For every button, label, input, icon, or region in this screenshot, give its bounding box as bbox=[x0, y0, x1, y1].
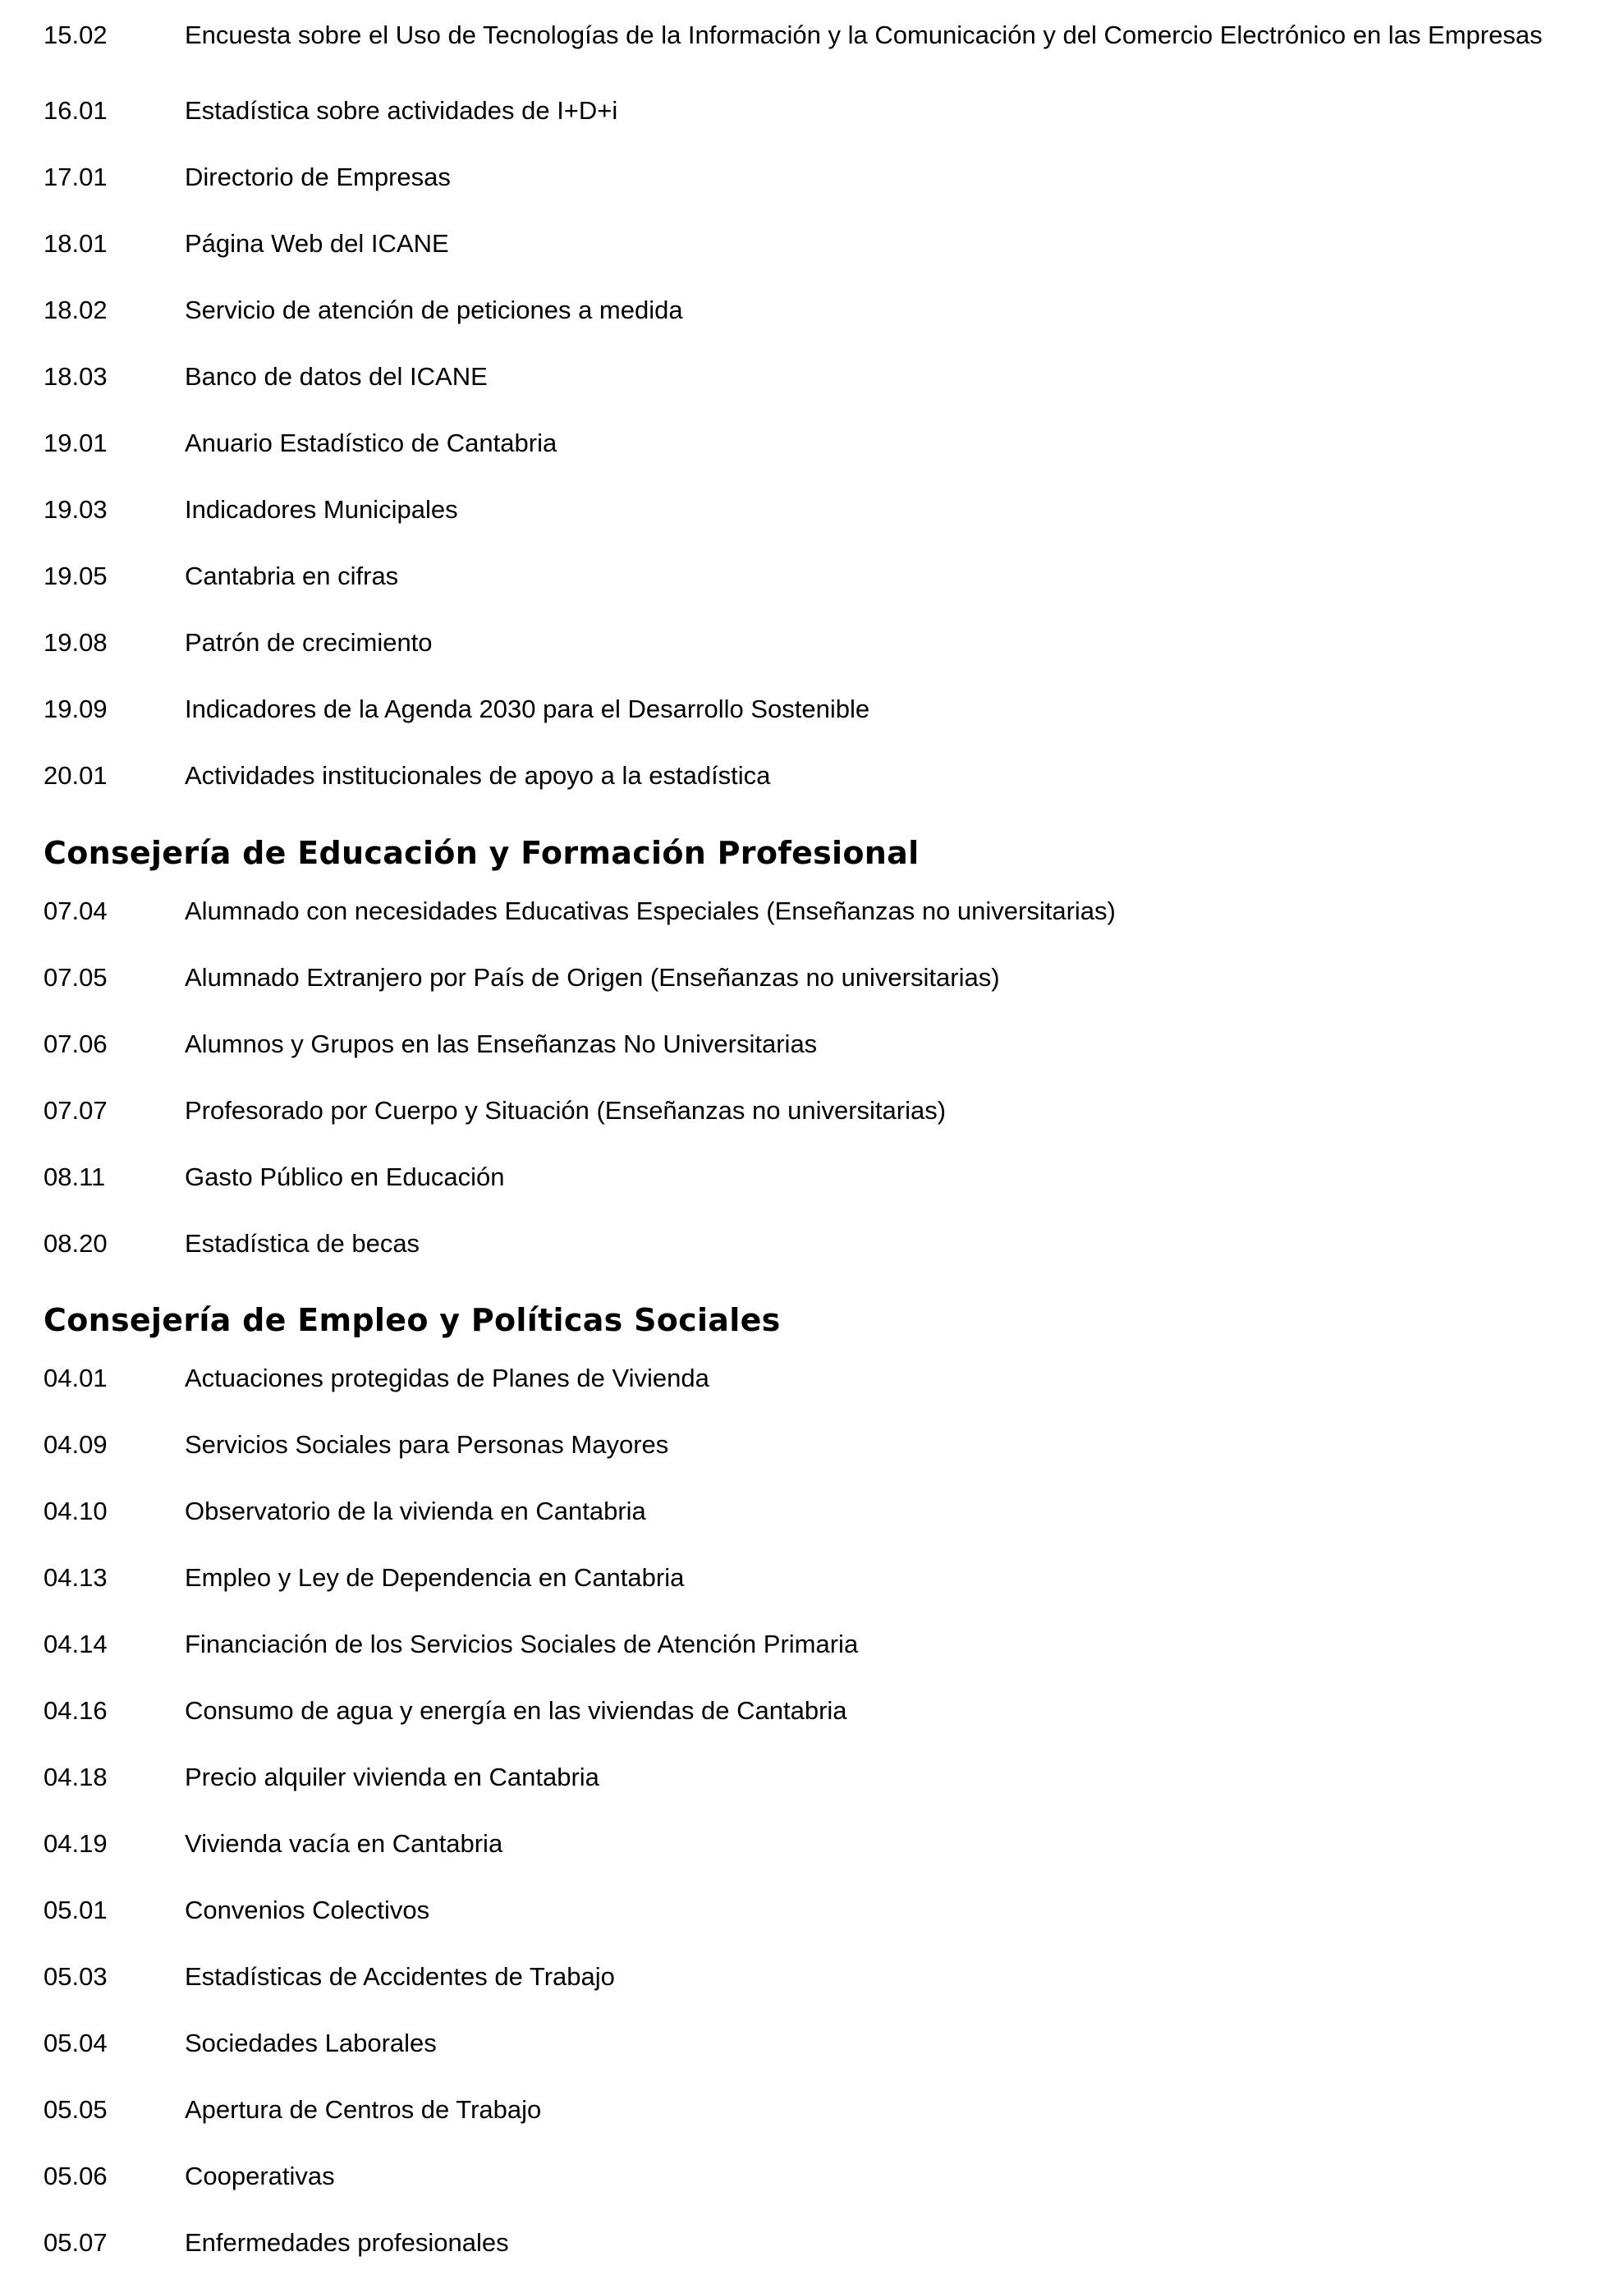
list-item bbox=[0, 1690, 1624, 1731]
item-code: 05.05 bbox=[44, 2095, 108, 2124]
item-label: Precio alquiler vivienda en Cantabria bbox=[185, 1763, 599, 1791]
item-code: 17.01 bbox=[44, 163, 108, 191]
list-item bbox=[0, 2156, 1624, 2197]
item-label: Página Web del ICANE bbox=[185, 229, 449, 258]
item-label: Banco de datos del ICANE bbox=[185, 362, 488, 391]
item-label: Patrón de crecimiento bbox=[185, 628, 433, 657]
item-code: 18.02 bbox=[44, 296, 108, 324]
item-label: Gasto Público en Educación bbox=[185, 1162, 505, 1191]
list-item bbox=[0, 1757, 1624, 1798]
item-code: 04.16 bbox=[44, 1696, 108, 1725]
item-code: 08.11 bbox=[44, 1162, 106, 1191]
item-code: 19.09 bbox=[44, 695, 108, 723]
item-code: 19.08 bbox=[44, 628, 108, 657]
item-code: 04.13 bbox=[44, 1563, 108, 1592]
item-code: 07.07 bbox=[44, 1096, 108, 1125]
item-label: Cantabria en cifras bbox=[185, 562, 399, 590]
list-item bbox=[0, 90, 1624, 131]
list-item bbox=[0, 891, 1624, 932]
list-item bbox=[0, 223, 1624, 264]
item-label: Alumnos y Grupos en las Enseñanzas No Universitarias bbox=[185, 1029, 818, 1058]
item-code: 04.10 bbox=[44, 1497, 108, 1525]
list-item bbox=[0, 1823, 1624, 1864]
item-code: 18.03 bbox=[44, 362, 108, 391]
item-code: 07.06 bbox=[44, 1029, 108, 1058]
item-label: Indicadores Municipales bbox=[185, 495, 458, 524]
item-code: 19.03 bbox=[44, 495, 108, 524]
list-item bbox=[0, 2089, 1624, 2130]
item-label: Sociedades Laborales bbox=[185, 2029, 437, 2057]
item-label: Enfermedades profesionales bbox=[185, 2228, 509, 2257]
item-label: Actividades institucionales de apoyo a la estadística bbox=[185, 761, 771, 790]
item-label: Profesorado por Cuerpo y Situación (Enseñanzas no universitarias) bbox=[185, 1096, 947, 1125]
item-code: 19.05 bbox=[44, 562, 108, 590]
section-heading: Consejería de Educación y Formación Profesional bbox=[44, 835, 920, 871]
item-code: 07.04 bbox=[44, 896, 108, 925]
list-item bbox=[0, 157, 1624, 198]
item-label: Actuaciones protegidas de Planes de Vivienda bbox=[185, 1364, 709, 1392]
item-code: 04.01 bbox=[44, 1364, 108, 1392]
list-item bbox=[0, 1157, 1624, 1198]
item-label: Observatorio de la vivienda en Cantabria bbox=[185, 1497, 646, 1525]
item-code: 05.07 bbox=[44, 2228, 108, 2257]
item-label: Servicio de atención de peticiones a medida bbox=[185, 296, 683, 324]
list-item bbox=[0, 556, 1624, 597]
item-code: 08.20 bbox=[44, 1229, 108, 1258]
list-item bbox=[0, 1491, 1624, 1532]
item-label: Estadísticas de Accidentes de Trabajo bbox=[185, 1962, 615, 1991]
list-item bbox=[0, 689, 1624, 730]
list-item bbox=[0, 1557, 1624, 1598]
item-code: 16.01 bbox=[44, 96, 108, 125]
item-label: Estadística de becas bbox=[185, 1229, 420, 1258]
item-code: 20.01 bbox=[44, 761, 108, 790]
item-code: 05.06 bbox=[44, 2162, 108, 2190]
item-label: Vivienda vacía en Cantabria bbox=[185, 1829, 503, 1858]
list-item bbox=[0, 622, 1624, 663]
item-label: Indicadores de la Agenda 2030 para el Desarrollo Sostenible bbox=[185, 695, 870, 723]
item-label: Alumnado con necesidades Educativas Especiales (Enseñanzas no universitarias) bbox=[185, 896, 1116, 925]
item-label: Encuesta sobre el Uso de Tecnologías de la Información y la Comunicación y del Comercio Electrónico en las Empresas bbox=[185, 21, 1543, 49]
item-label: Estadística sobre actividades de I+D+i bbox=[185, 96, 618, 125]
list-item bbox=[0, 1223, 1624, 1264]
list-item bbox=[0, 1956, 1624, 1997]
list-item bbox=[0, 489, 1624, 530]
item-code: 04.09 bbox=[44, 1430, 108, 1459]
list-item bbox=[0, 15, 1624, 56]
list-item bbox=[0, 356, 1624, 397]
item-code: 05.03 bbox=[44, 1962, 108, 1991]
list-item bbox=[0, 423, 1624, 464]
list-item bbox=[0, 1024, 1624, 1065]
list-item bbox=[0, 2023, 1624, 2064]
item-label: Anuario Estadístico de Cantabria bbox=[185, 429, 557, 457]
item-label: Cooperativas bbox=[185, 2162, 335, 2190]
list-item bbox=[0, 1624, 1624, 1665]
item-code: 05.01 bbox=[44, 1896, 108, 1924]
item-code: 04.19 bbox=[44, 1829, 108, 1858]
item-label: Consumo de agua y energía en las viviendas de Cantabria bbox=[185, 1696, 847, 1725]
item-label: Apertura de Centros de Trabajo bbox=[185, 2095, 542, 2124]
item-label: Directorio de Empresas bbox=[185, 163, 451, 191]
item-code: 18.01 bbox=[44, 229, 108, 258]
item-code: 04.14 bbox=[44, 1630, 108, 1658]
item-code: 15.02 bbox=[44, 21, 108, 49]
item-code: 07.05 bbox=[44, 963, 108, 992]
item-label: Alumnado Extranjero por País de Origen (Enseñanzas no universitarias) bbox=[185, 963, 1000, 992]
item-label: Convenios Colectivos bbox=[185, 1896, 430, 1924]
item-code: 05.04 bbox=[44, 2029, 108, 2057]
item-label: Empleo y Ley de Dependencia en Cantabria bbox=[185, 1563, 685, 1592]
item-code: 19.01 bbox=[44, 429, 108, 457]
section-heading: Consejería de Empleo y Políticas Sociales bbox=[44, 1302, 781, 1338]
item-label: Financiación de los Servicios Sociales de Atención Primaria bbox=[185, 1630, 859, 1658]
list-item bbox=[0, 957, 1624, 998]
list-item bbox=[0, 1090, 1624, 1131]
list-item bbox=[0, 290, 1624, 331]
list-item bbox=[0, 1358, 1624, 1399]
item-code: 04.18 bbox=[44, 1763, 108, 1791]
item-label: Servicios Sociales para Personas Mayores bbox=[185, 1430, 669, 1459]
list-item bbox=[0, 2222, 1624, 2263]
list-item bbox=[0, 755, 1624, 796]
list-item bbox=[0, 1890, 1624, 1931]
list-item bbox=[0, 1424, 1624, 1465]
